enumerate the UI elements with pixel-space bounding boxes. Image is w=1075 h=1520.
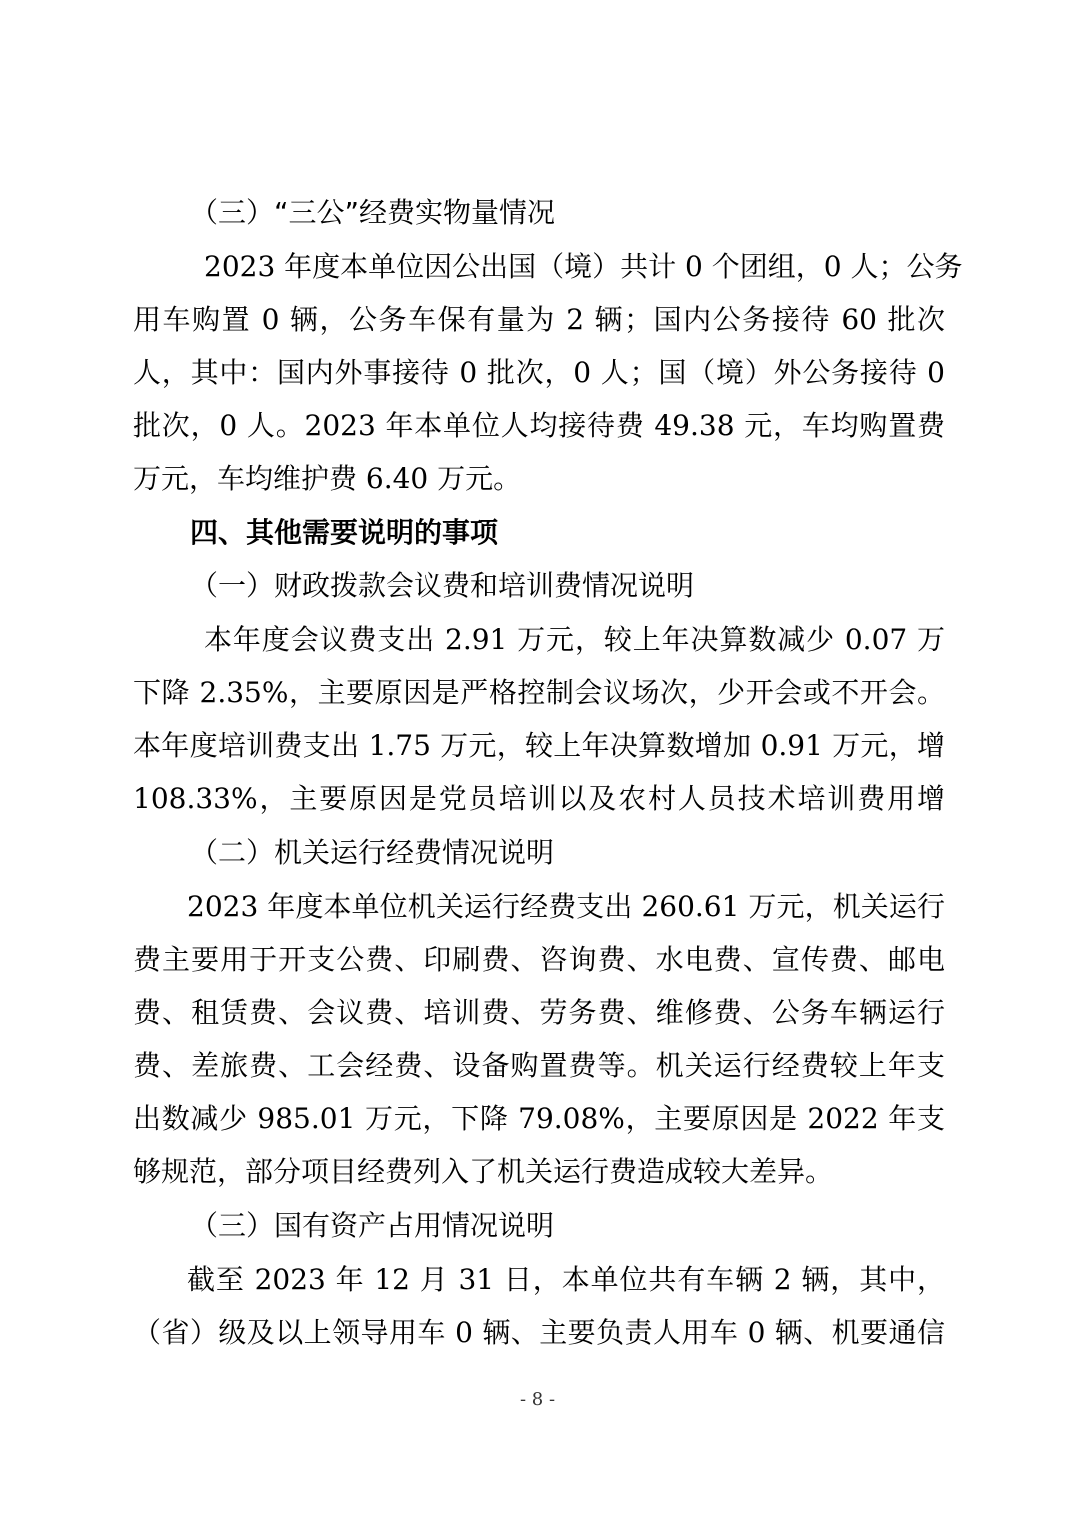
paragraph-line: 费、租赁费、会议费、培训费、劳务费、维修费、公务车辆运行 [133,996,945,1029]
paragraph-line: 本年度培训费支出 1.75 万元，较上年决算数增加 0.91 万元，增 [133,729,945,762]
paragraph-line: 截至 2023 年 12 月 31 日，本单位共有车辆 2 辆，其中， [187,1263,945,1296]
subsection-heading-meeting-training: （一）财政拨款会议费和培训费情况说明 [190,569,695,602]
subsection-heading-operating-costs: （二）机关运行经费情况说明 [190,836,555,869]
paragraph-line: 费主要用于开支公费、印刷费、咨询费、水电费、宣传费、邮电 [133,943,945,976]
paragraph-line: 2023 年度本单位机关运行经费支出 260.61 万元，机关运行 [187,890,945,923]
paragraph-line: 人，其中：国内外事接待 0 批次，0 人；国（境）外公务接待 0 [133,356,945,389]
section-heading-three-public: （三）“三公”经费实物量情况 [190,196,556,229]
page-number: - 8 - [519,1389,556,1410]
paragraph-line: 2023 年度本单位因公出国（境）共计 0 个团组，0 人；公务 [204,250,963,283]
paragraph-line: 108.33%，主要原因是党员培训以及农村人员技术培训费用增 [133,782,945,815]
section-heading-other-matters: 四、其他需要说明的事项 [190,516,499,549]
paragraph-line: 批次，0 人。2023 年本单位人均接待费 49.38 元，车均购置费 [133,409,945,442]
paragraph-line: 下降 2.35%，主要原因是严格控制会议场次，少开会或不开会。 [133,676,945,709]
paragraph-line: 用车购置 0 辆，公务车保有量为 2 辆；国内公务接待 60 批次 [133,303,945,336]
subsection-heading-state-assets: （三）国有资产占用情况说明 [190,1209,555,1242]
paragraph-line: （省）级及以上领导用车 0 辆、主要负责人用车 0 辆、机要通信 [133,1316,945,1349]
paragraph-line: 本年度会议费支出 2.91 万元，较上年决算数减少 0.07 万 [204,623,945,656]
paragraph-line: 够规范，部分项目经费列入了机关运行费造成较大差异。 [133,1155,834,1188]
paragraph-line: 费、差旅费、工会经费、设备购置费等。机关运行经费较上年支 [133,1049,945,1082]
paragraph-line: 出数减少 985.01 万元，下降 79.08%，主要原因是 2022 年支 [133,1102,945,1135]
paragraph-line: 万元，车均维护费 6.40 万元。 [133,462,522,495]
